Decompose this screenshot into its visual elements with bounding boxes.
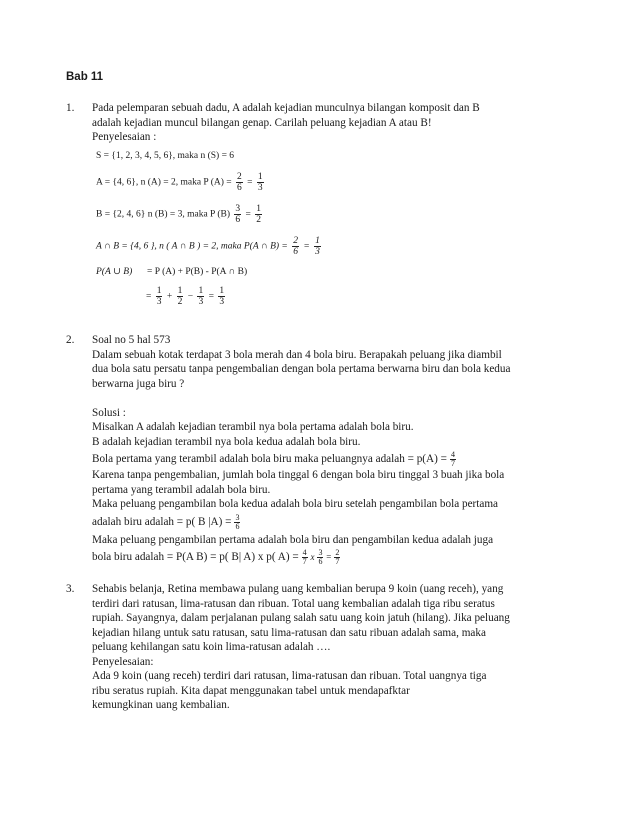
numerator: 3	[235, 512, 240, 522]
times-sign: x	[310, 552, 315, 563]
numerator: 4	[450, 450, 455, 459]
numerator: 3	[318, 548, 323, 557]
fraction	[334, 549, 340, 566]
question-1-text	[92, 101, 570, 145]
text-line: Sehabis belanja, Retina membawa pulang uang kembalian berupa 9 koin (uang receh), yang	[92, 583, 504, 595]
text-line: kemungkinan uang kembalian.	[92, 699, 230, 711]
text-line: Penyelesaian :	[92, 131, 157, 143]
joint-prob-line	[92, 549, 570, 566]
question-3-text	[92, 582, 570, 713]
fraction	[317, 549, 323, 566]
numerator: 1	[219, 286, 225, 296]
prob-b-text: B = {2, 4, 6} n (B) = 3, maka P (B)	[96, 209, 231, 220]
text-line: Dalam sebuah kotak terdapat 3 bola merah dan 4 bola biru. Berapakah peluang jika diambil	[92, 348, 502, 361]
numerator: 1	[256, 204, 261, 214]
numerator: 1	[257, 172, 263, 182]
denominator: 2	[177, 297, 183, 307]
fraction	[236, 172, 243, 193]
text-line: terdiri dari ratusan, lima-ratusan dan ribuan. Total uang kembalian adalah tiga ribu seratus	[92, 597, 495, 610]
question-2-text	[92, 333, 570, 566]
equals-sign: =	[326, 552, 332, 563]
equals-sign: =	[245, 209, 251, 220]
numerator: 2	[293, 236, 298, 246]
equals-sign: =	[146, 291, 152, 302]
sample-space-line	[96, 150, 234, 162]
text-line: kejadian hilang untuk satu ratusan, satu lima-ratusan dan satu ribuan adalah sama, maka	[92, 626, 486, 639]
question-number: 1.	[66, 102, 75, 114]
denominator: 3	[156, 297, 162, 307]
fraction	[257, 172, 264, 193]
numerator: 2	[237, 172, 242, 182]
numerator: 4	[302, 548, 307, 557]
text-line: berwarna juga biru ?	[92, 377, 185, 390]
fraction	[234, 204, 241, 225]
prob-a-line	[96, 172, 266, 193]
fraction	[450, 451, 456, 468]
numerator: 1	[156, 286, 162, 296]
text-line: Penyelesaian:	[92, 655, 154, 668]
text-line: rupiah. Sayangnya, dalam perjalanan pulang salah satu uang koin jatuh (hilang). Jika peluang	[92, 612, 510, 624]
question-number: 3.	[66, 583, 75, 595]
text-line: Karena tanpa pengembalian, jumlah bola tinggal 6 dengan bola biru tinggal 3 buah jika bola	[92, 469, 505, 481]
text-line: Maka peluang pengambilan bola kedua adalah bola biru setelah pengambilan bola pertama	[92, 498, 499, 510]
denominator: 2	[256, 215, 261, 225]
fraction	[255, 204, 262, 225]
prob-a-text: A = {4, 6}, n (A) = 2, maka P (A) =	[96, 177, 232, 188]
chapter-title: Bab 11	[66, 71, 104, 83]
minus-sign: −	[187, 291, 194, 302]
text-line: Misalkan A adalah kejadian terambil nya bola pertama adalah bola biru.	[92, 421, 414, 433]
numerator: 1	[315, 236, 320, 246]
denominator: 6	[293, 247, 298, 257]
equals-sign: =	[247, 177, 253, 188]
numerator: 3	[235, 204, 241, 214]
fraction	[292, 236, 299, 257]
union-result-line	[146, 286, 227, 307]
text-line: Ada 9 koin (uang receh) terdiri dari ratusan, lima-ratusan dan ribuan. Total uangnya tiga	[92, 670, 487, 682]
fraction	[234, 514, 240, 531]
denominator: 6	[237, 183, 242, 193]
text-line: pertama yang terambil adalah bola biru.	[92, 483, 271, 496]
text-line: Pada pelemparan sebuah dadu, A adalah kejadian munculnya bilangan komposit dan B	[92, 102, 480, 114]
numerator: 2	[335, 548, 340, 557]
denominator: 6	[235, 215, 241, 225]
text-line: Bola pertama yang terambil adalah bola biru maka peluangnya adalah = p(A) =	[92, 453, 447, 466]
numerator: 1	[198, 286, 204, 296]
prob-a-blue-line	[92, 451, 570, 468]
prob-intersection-text: A ∩ B = {4, 6 }, n ( A ∩ B ) = 2, maka P(A ∩ B) =	[96, 241, 288, 252]
text-line: Soal no 5 hal 573	[92, 334, 171, 346]
prob-intersection-line	[96, 236, 323, 257]
denominator: 3	[257, 183, 263, 193]
denominator: 7	[450, 459, 455, 468]
fraction	[218, 286, 225, 307]
denominator: 6	[318, 557, 323, 566]
sample-space-text: S = {1, 2, 3, 4, 5, 6}, maka n (S) = 6	[96, 151, 235, 161]
denominator: 6	[235, 521, 240, 531]
question-number: 2.	[66, 334, 75, 346]
text-line: dua bola satu persatu tanpa pengembalian dengan bola pertama berwarna biru dan bola kedua	[92, 363, 511, 375]
text-line: bola biru adalah = P(A B) = p( B| A) x p( A) =	[92, 551, 299, 564]
fraction	[302, 549, 308, 566]
union-formula: = P (A) + P(B) - P(A ∩ B)	[147, 267, 248, 277]
fraction	[156, 286, 163, 307]
fraction	[197, 286, 204, 307]
denominator: 3	[219, 297, 225, 307]
union-formula-line	[96, 266, 247, 278]
text-line: adalah biru adalah = p( B |A) =	[92, 515, 232, 528]
prob-b-line	[96, 204, 264, 225]
text-line: adalah kejadian muncul bilangan genap. Carilah peluang kejadian A atau B!	[92, 116, 432, 129]
plus-sign: +	[166, 291, 173, 302]
prob-b-given-a-line	[92, 514, 570, 531]
denominator: 7	[302, 557, 307, 566]
text-line: ribu seratus rupiah. Kita dapat menggunakan tabel untuk mendapafktar	[92, 684, 410, 697]
blank-line	[92, 391, 570, 406]
union-label: P(A ∪ B)	[96, 267, 133, 277]
fraction	[177, 286, 184, 307]
denominator: 3	[315, 247, 320, 257]
denominator: 7	[335, 557, 340, 566]
numerator: 1	[177, 286, 183, 296]
denominator: 3	[198, 297, 204, 307]
text-line: Maka peluang pengambilan pertama adalah bola biru dan pengambilan kedua adalah juga	[92, 533, 494, 546]
equals-sign: =	[303, 241, 310, 252]
equals-sign: =	[208, 291, 214, 302]
text-line: peluang kehilangan satu koin lima-ratusan adalah ….	[92, 641, 331, 653]
text-line: Solusi :	[92, 406, 126, 419]
fraction	[314, 236, 321, 257]
text-line: B adalah kejadian terambil nya bola kedua adalah bola biru.	[92, 435, 361, 448]
